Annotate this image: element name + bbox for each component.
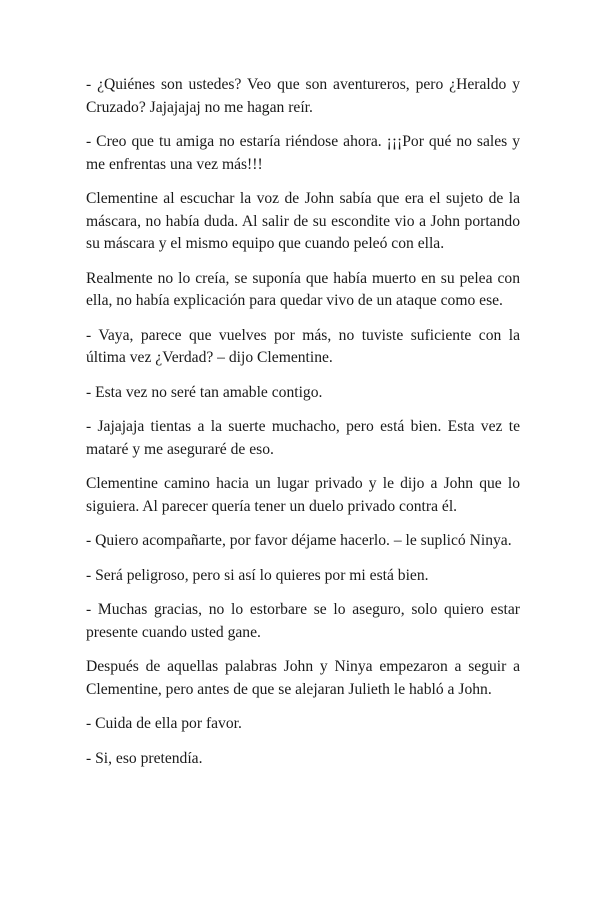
paragraph: - Será peligroso, pero si así lo quieres por mi está bien. — [86, 566, 429, 584]
paragraph: - Si, eso pretendía. — [86, 749, 203, 767]
paragraph: - ¿Quiénes son ustedes? Veo que son aventureros, pero ¿Heraldo y Cruzado? Jajajajaj no me hagan reír. — [86, 76, 520, 116]
paragraph: Clementine al escuchar la voz de John sabía que era el sujeto de la máscara, no había duda. Al salir de su escondite vio a John portando su máscara y el mismo equipo que cuando peleó con ella. — [86, 190, 520, 252]
paragraph: Clementine camino hacia un lugar privado y le dijo a John que lo siguiera. Al parecer quería tener un duelo privado contra él. — [86, 475, 520, 515]
paragraph: - Vaya, parece que vuelves por más, no tuviste suficiente con la última vez ¿Verdad? – dijo Clementine. — [86, 326, 520, 366]
paragraph: - Cuida de ella por favor. — [86, 715, 242, 732]
paragraph: - Quiero acompañarte, por favor déjame hacerlo. – le suplicó Ninya. — [86, 532, 512, 549]
paragraph: - Jajajaja tientas a la suerte muchacho, pero está bien. Esta vez te mataré y me aseguraré de eso. — [86, 418, 520, 458]
paragraph: - Creo que tu amiga no estaría riéndose ahora. ¡¡¡Por qué no sales y me enfrentas una vez más!!! — [86, 133, 520, 173]
document-page — [86, 74, 520, 782]
paragraph: Realmente no lo creía, se suponía que había muerto en su pelea con ella, no había explicación para quedar vivo de un ataque como ese. — [86, 269, 520, 309]
paragraph: Después de aquellas palabras John y Ninya empezaron a seguir a Clementine, pero antes de que se alejaran Julieth le habló a John. — [86, 658, 520, 698]
paragraph: - Muchas gracias, no lo estorbare se lo aseguro, solo quiero estar presente cuando usted gane. — [86, 601, 520, 641]
paragraph: - Esta vez no seré tan amable contigo. — [86, 383, 323, 401]
